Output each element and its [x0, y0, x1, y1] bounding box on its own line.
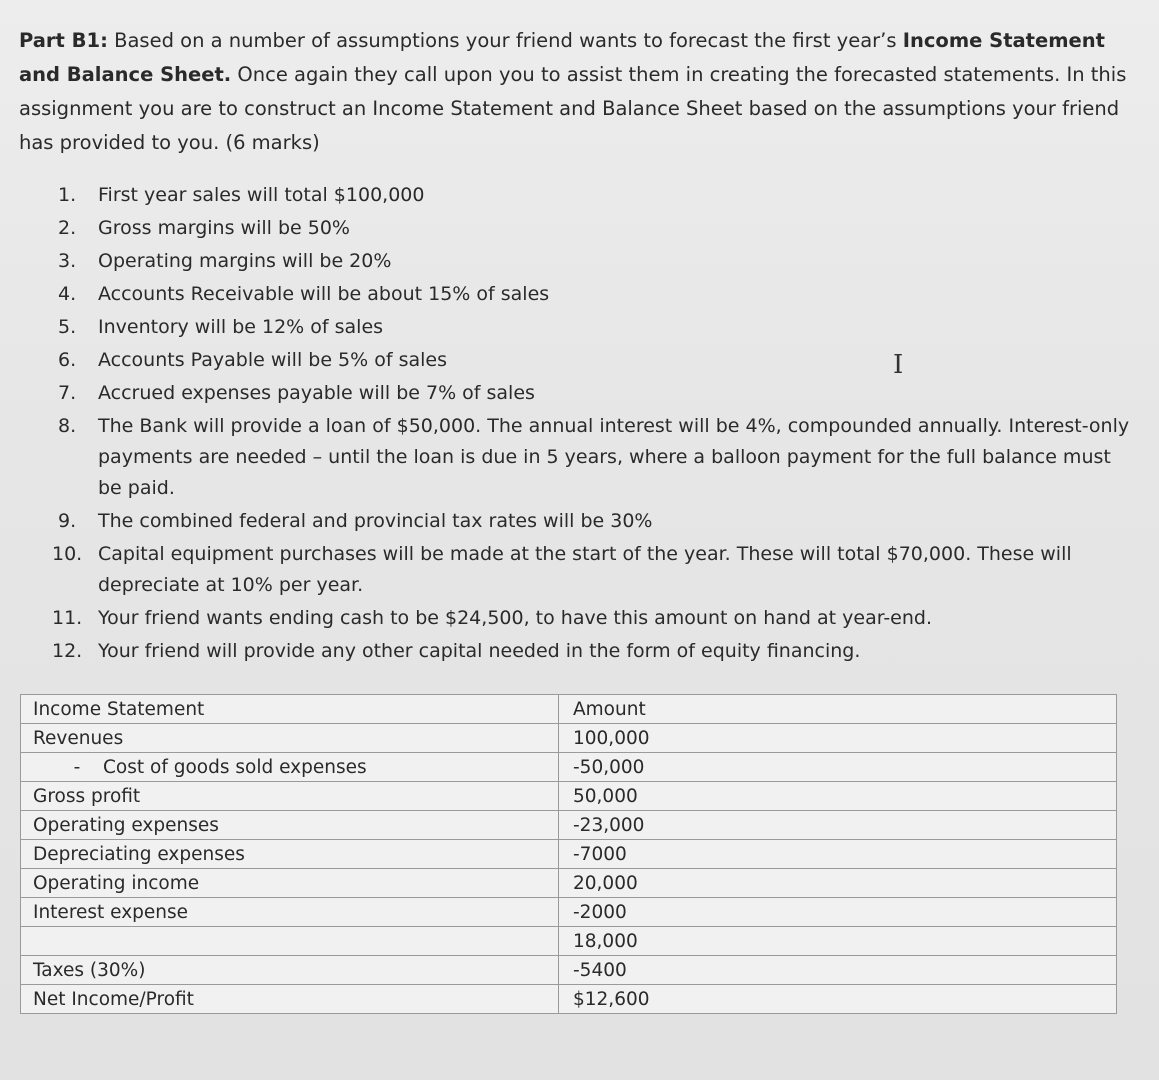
- table-row: [21, 840, 1117, 869]
- list-item: [52, 539, 1132, 601]
- list-text: Gross margins will be 50%: [98, 217, 350, 239]
- list-item: [52, 180, 1132, 211]
- header-label-cell: Income Statement: [21, 695, 559, 724]
- list-text: Your friend will provide any other capital needed in the form of equity financing.: [98, 640, 861, 662]
- row-amount: 50,000: [559, 782, 1117, 811]
- row-label: Taxes (30%): [21, 956, 559, 985]
- list-number: 1.: [58, 184, 77, 206]
- table-row: [21, 898, 1117, 927]
- list-item: [52, 246, 1132, 277]
- row-amount: $12,600: [559, 985, 1117, 1014]
- row-amount: -7000: [559, 840, 1117, 869]
- row-label-cell: [21, 753, 559, 782]
- header-amount-cell: Amount: [559, 695, 1117, 724]
- list-item: [52, 279, 1132, 310]
- list-number: 9.: [58, 510, 77, 532]
- list-number: 5.: [58, 316, 77, 338]
- row-label: Gross profit: [21, 782, 559, 811]
- table-row: [21, 782, 1117, 811]
- row-label: Operating expenses: [21, 811, 559, 840]
- list-text: Capital equipment purchases will be made at the start of the year. These will total $70,000. These will depreciate at 10% per year.: [98, 543, 1072, 596]
- table-row: [21, 753, 1117, 782]
- list-number: 10.: [52, 543, 83, 565]
- table-row: [21, 811, 1117, 840]
- row-label: Cost of goods sold expenses: [103, 756, 367, 778]
- assignment-intro: [19, 24, 1129, 160]
- row-amount: -50,000: [559, 753, 1117, 782]
- intro-bold-text: Income Statement and Balance Sheet.: [19, 29, 1105, 86]
- list-text: Accrued expenses payable will be 7% of sales: [98, 382, 535, 404]
- list-text: The Bank will provide a loan of $50,000. The annual interest will be 4%, compounded annually. Interest-only payments are needed – until the loan is due in 5 years, where a balloon payment for the full balance must be paid.: [98, 415, 1130, 499]
- list-number: 7.: [58, 382, 77, 404]
- list-text: First year sales will total $100,000: [98, 184, 425, 206]
- list-text: Operating margins will be 20%: [98, 250, 392, 272]
- row-amount: 100,000: [559, 724, 1117, 753]
- table-row: [21, 869, 1117, 898]
- row-label: Interest expense: [21, 898, 559, 927]
- row-amount: 20,000: [559, 869, 1117, 898]
- row-amount: -5400: [559, 956, 1117, 985]
- list-item: [52, 312, 1132, 343]
- list-item: [52, 345, 1132, 376]
- row-label: Depreciating expenses: [21, 840, 559, 869]
- list-number: 11.: [52, 607, 83, 629]
- table-row: [21, 985, 1117, 1014]
- intro-text-1: Based on a number of assumptions your friend wants to forecast the first year’s: [107, 29, 903, 52]
- list-text: Accounts Receivable will be about 15% of sales: [98, 283, 550, 305]
- list-item: [52, 213, 1132, 244]
- row-amount: -23,000: [559, 811, 1117, 840]
- row-dash: -: [73, 756, 81, 778]
- income-statement-table: [20, 694, 1117, 1014]
- list-text: Accounts Payable will be 5% of sales: [98, 349, 448, 371]
- row-label: [21, 927, 559, 956]
- list-item: [52, 636, 1132, 667]
- table-row: [21, 724, 1117, 753]
- table-row: [21, 956, 1117, 985]
- list-number: 2.: [58, 217, 77, 239]
- list-item: [52, 411, 1132, 504]
- row-label: Revenues: [21, 724, 559, 753]
- list-number: 8.: [58, 415, 77, 437]
- table-row: [21, 927, 1117, 956]
- list-item: [52, 506, 1132, 537]
- row-amount: -2000: [559, 898, 1117, 927]
- table-header-row: [21, 695, 1117, 724]
- intro-text-2: Once again they call upon you to assist them in creating the forecasted statements. In this assignment you are to construct an Income Statement and Balance Sheet based on the assumptions your friend has provided to you. (6 marks): [19, 63, 1127, 154]
- list-number: 12.: [52, 640, 83, 662]
- list-item: [52, 603, 1132, 634]
- list-number: 4.: [58, 283, 77, 305]
- assumptions-list: [52, 180, 1132, 669]
- text-cursor-icon: I: [893, 350, 904, 380]
- row-label: Operating income: [21, 869, 559, 898]
- part-label: Part B1:: [19, 29, 108, 52]
- list-number: 3.: [58, 250, 77, 272]
- list-item: [52, 378, 1132, 409]
- list-text: The combined federal and provincial tax rates will be 30%: [98, 510, 653, 532]
- list-number: 6.: [58, 349, 77, 371]
- row-label: Net Income/Profit: [21, 985, 559, 1014]
- list-text: Inventory will be 12% of sales: [98, 316, 384, 338]
- list-text: Your friend wants ending cash to be $24,500, to have this amount on hand at year-end.: [98, 607, 933, 629]
- row-amount: 18,000: [559, 927, 1117, 956]
